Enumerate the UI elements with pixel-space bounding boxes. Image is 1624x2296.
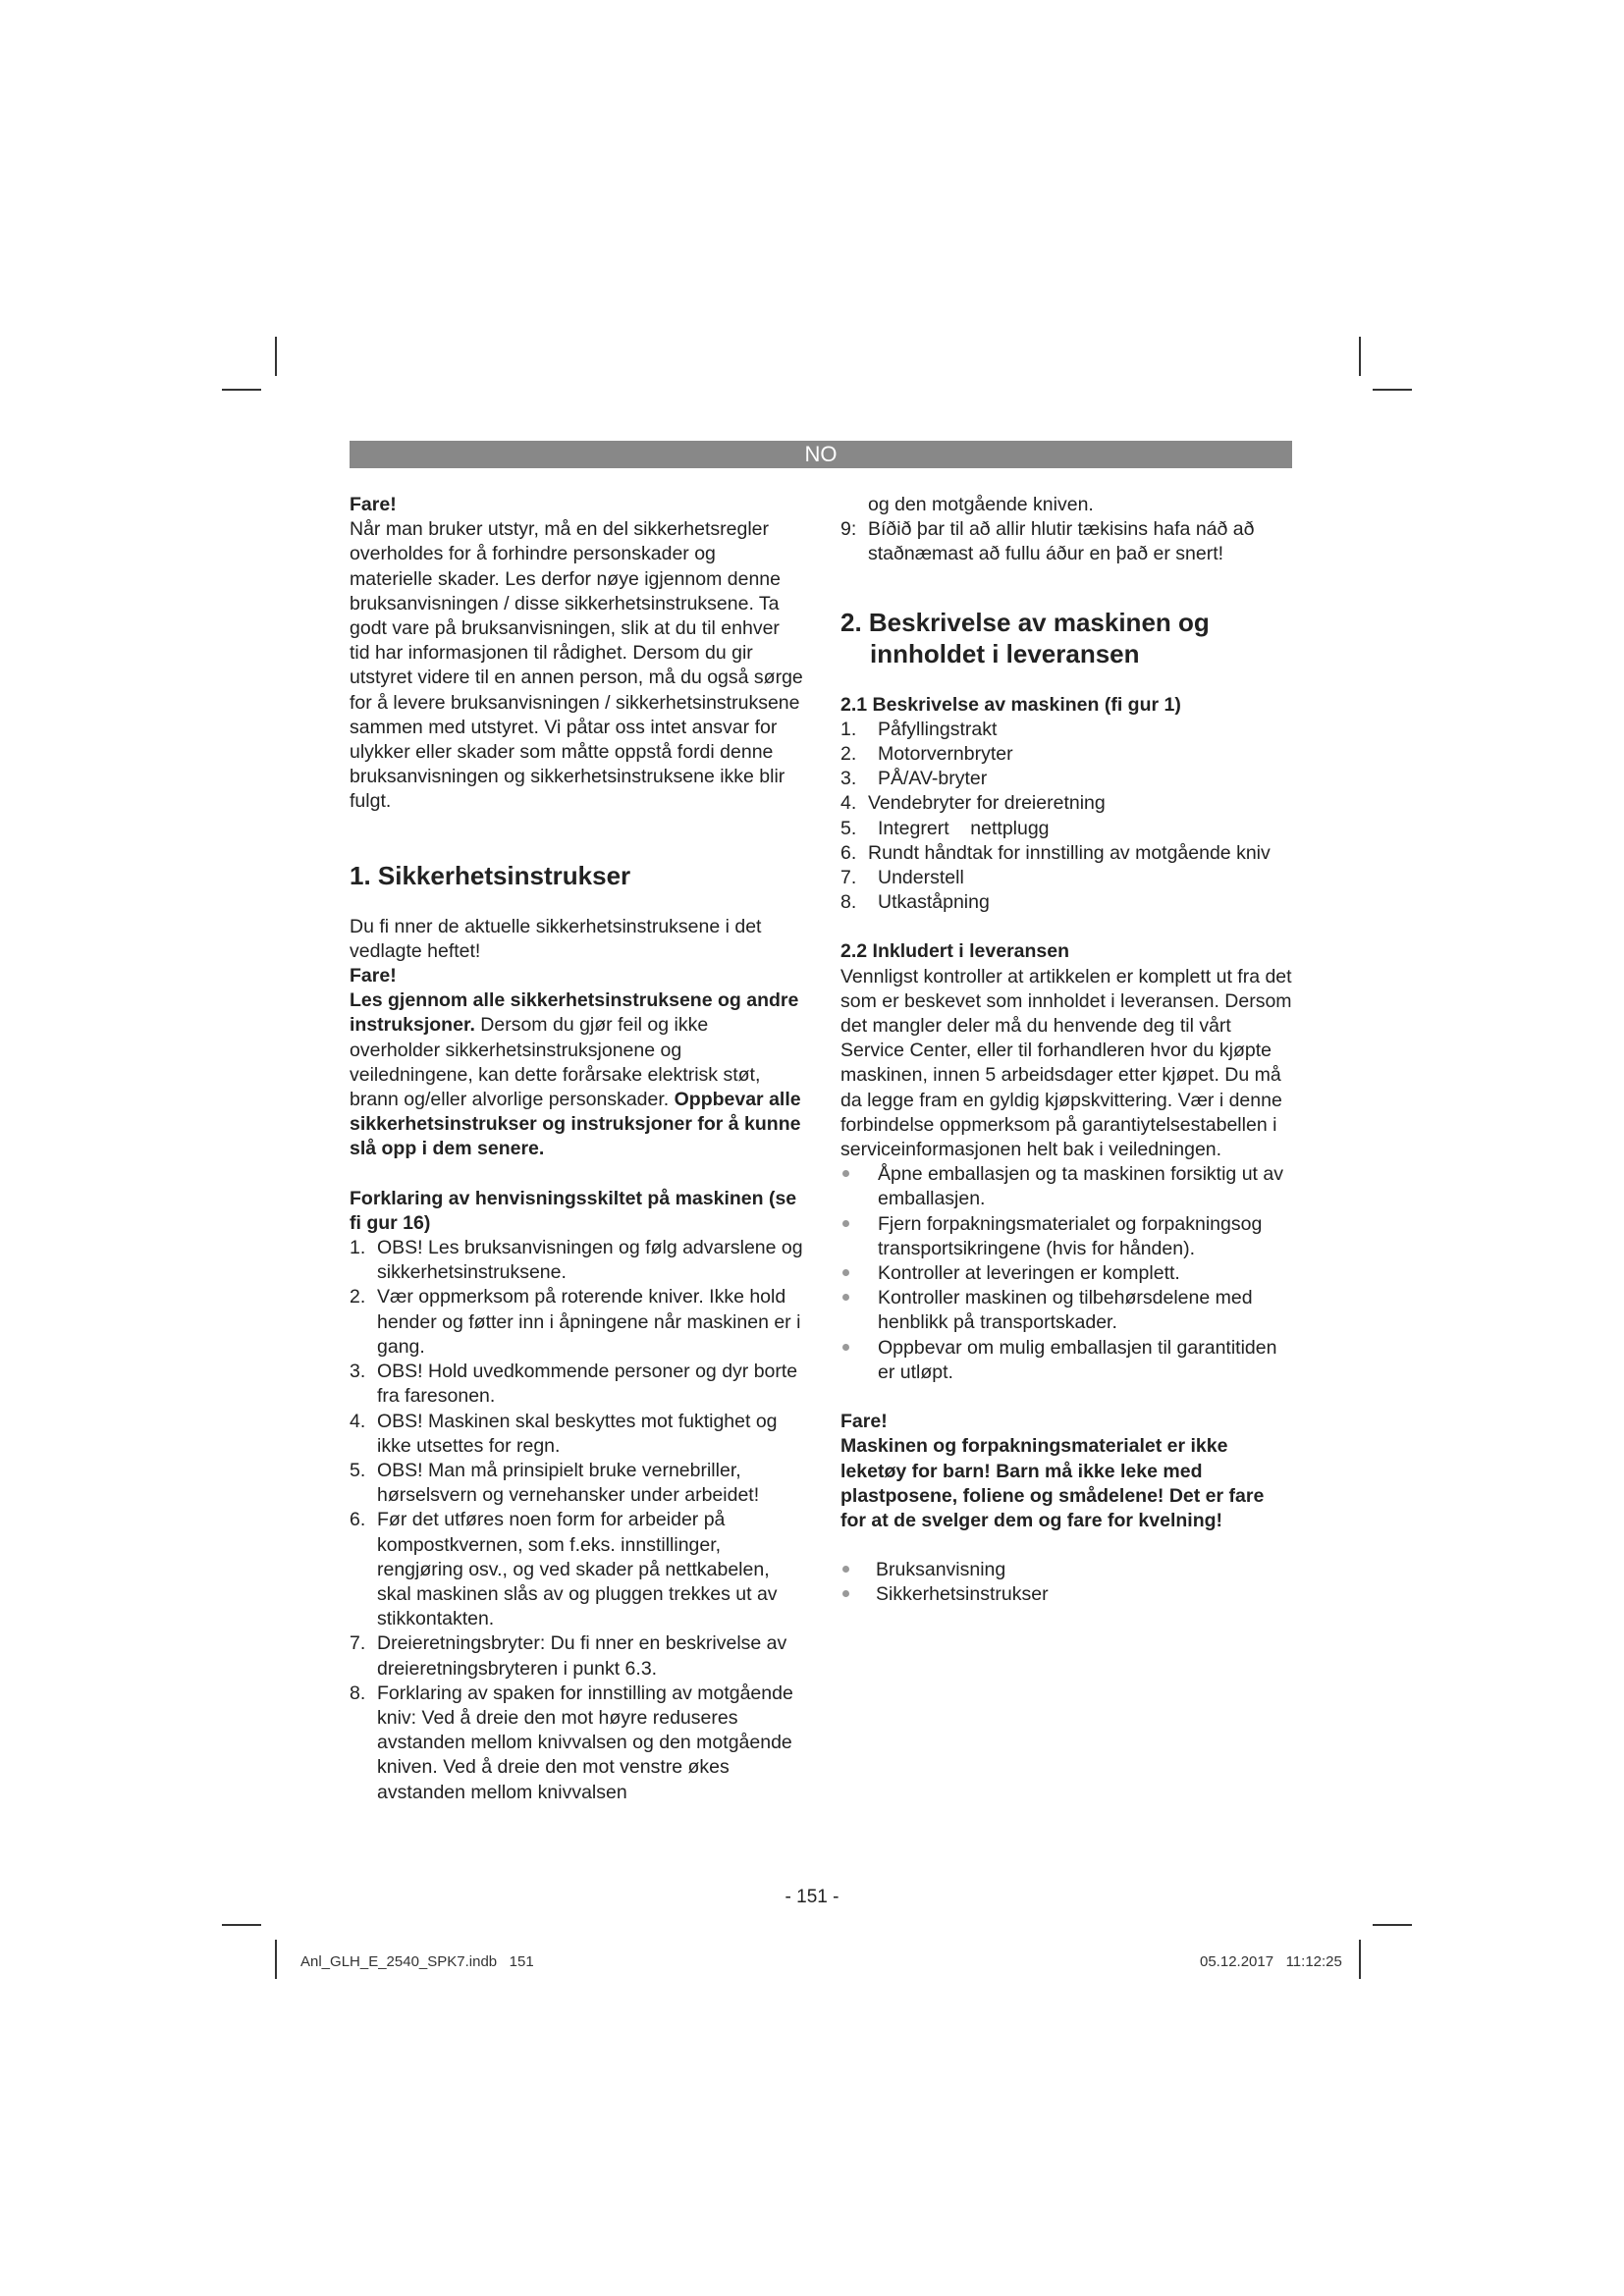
list-item: 4. Vendebryter for dreieretning [840,792,1106,815]
warning-paragraph [350,988,803,1161]
crop-mark [1359,337,1361,376]
footer-file: Anl_GLH_E_2540_SPK7.indb 151 [300,1953,534,1970]
list-item: 1. OBS! Les bruksanvisningen og følg advarslene og sikkerhetsinstruksene. [350,1237,803,1284]
sign9-list [840,517,1294,566]
list-item: Oppbevar om mulig emballasjen til garantitiden er utløpt. [840,1336,1294,1385]
language-band: NO [350,441,1292,468]
subsection-2-1-title: 2.1 Beskrivelse av maskinen (fi gur 1) [840,693,1181,716]
list-item: 1. Påfyllingstrakt [840,718,998,740]
page-number: - 151 - [785,1887,839,1907]
section2-title: 2. Beskrivelse av maskinen og innholdet i leveransen [840,607,1210,668]
warning2-text: Maskinen og forpakningsmaterialet er ikke leketøy for barn! Barn må ikke leke med plastposene, foliene og smådelene! Det er fare for at de svelger dem og fare for kvelning! [840,1435,1265,1531]
signs-list [350,1236,803,1805]
steps-list [840,1162,1294,1385]
sign8-continued: og den motgående kniven. [868,494,1094,515]
left-column [350,493,803,1805]
warning-bold-2: Oppbevar alle sikkerhetsinstrukser og instruksjoner for å kunne slå opp i dem senere. [350,1089,801,1160]
list-item: 7. Understell [840,867,964,889]
list-item: 8. Forklaring av spaken for innstilling av motgående kniv: Ved å dreie den mot høyre reduseres avstanden mellom knivvalsen og den motgående kniven. Ved å dreie den mot venstre økes avstanden mellom knivvalsen [350,1682,793,1803]
list-item: 3. OBS! Hold uvedkommende personer og dyr borte fra faresonen. [350,1361,798,1408]
parts-list [840,718,1294,916]
list-item: 5. OBS! Man må prinsipielt bruke vernebriller, hørselsvern og vernehansker under arbeidet! [350,1459,760,1507]
list-item: Kontroller at leveringen er komplett. [840,1261,1294,1286]
list-item: 6. Før det utføres noen form for arbeider på kompostkvernen, som f.eks. innstillinger, rengjøring osv., og ved skader på nettkabelen, skal maskinen slås av og pluggen trekkes ut av stikkontakten. [350,1509,778,1630]
list-item: 6. Rundt håndtak for innstilling av motgående kniv [840,841,1271,864]
warning-text: Dersom du gjør feil og ikke overholder sikkerhetsinstruksjonene og veiledningene, kan dette forårsake elektrisk støt, brann og/eller alvorlige personskader. [350,1014,761,1111]
warning-label: Fare! [350,965,397,988]
list-item: 4. OBS! Maskinen skal beskyttes mot fuktighet og ikke utsettes for regn. [350,1410,778,1457]
list-item: 2. Vær oppmerksom på roterende kniver. Ikke hold hender og føtter inn i åpningene når maskinen er i gang. [350,1286,801,1358]
list-item: Kontroller maskinen og tilbehørsdelene med henblikk på transportskader. [840,1286,1294,1335]
subsection-2-2-title: 2.2 Inkludert i leveransen [840,940,1070,963]
footer-datetime: 05.12.2017 11:12:25 [1200,1953,1342,1970]
list-item: 3. PÅ/AV-bryter [840,768,988,790]
intro-text: Når man bruker utstyr, må en del sikkerhetsregler overholdes for å forhindre personskader og materielle skader. Les derfor nøye igjennom denne bruksanvisningen / disse sikkerhetsinstruksene. Ta godt vare på bruksanvisningen, slik at du til enhver tid har informasjonen til rådighet. Dersom du gir utstyret videre til en annen person, må du også sørge for å levere bruksanvisningen / sikkerhetsinstruksene sammen med utstyret. Vi påtar oss intet ansvar for ulykker eller skader som måtte oppstå fordi denne bruksanvisningen og sikkerhetsinstruksene ikke blir fulgt. [350,518,803,813]
crop-mark [222,389,261,391]
section1-title: 1. Sikkerhetsinstrukser [350,860,631,890]
list-item: 2. Motorvernbryter [840,743,1013,766]
crop-mark [222,1924,261,1926]
contents-list [840,1558,1294,1607]
crop-mark [1359,1940,1361,1979]
section1-intro: Du fi nner de aktuelle sikkerhetsinstruksene i det vedlagte heftet! [350,915,762,962]
list-item: 9: Bíðið þar til að allir hlutir tækisins hafa náð að staðnæmast að fullu áður en það er snert! [840,518,1255,565]
crop-mark [1373,1924,1412,1926]
list-item: Sikkerhetsinstrukser [840,1582,1294,1607]
delivery-text: Vennligst kontroller at artikkelen er komplett ut fra det som er beskevet som innholdet i leveransen. Dersom det mangler deler må du henvende deg til vårt Service Center, eller til forhandleren hvor du kjøpte maskinen, innen 5 arbeidsdager etter kjøpet. Du må da legge fram en gyldig kjøpskvittering. Vær i denne forbindelse oppmerksom på garantiytelsestabellen i serviceinformasjonen helt bak i veiledningen. [840,965,1292,1161]
list-item: Bruksanvisning [840,1558,1294,1582]
crop-mark [275,337,277,376]
crop-mark [1373,389,1412,391]
warning-bold-1: Les gjennom alle sikkerhetsinstruksene og andre instruksjoner. [350,989,799,1037]
right-column [840,493,1294,1608]
list-item: 8. Utkaståpning [840,891,990,914]
warning2-label: Fare! [840,1411,888,1433]
crop-mark [275,1940,277,1979]
list-item: Åpne emballasjen og ta maskinen forsiktig ut av emballasjen. [840,1162,1294,1211]
intro-heading: Fare! [350,494,397,515]
list-item: Fjern forpakningsmaterialet og forpakningsog transportsikringene (hvis for hånden). [840,1212,1294,1261]
list-item: 7. Dreieretningsbryter: Du fi nner en beskrivelse av dreieretningsbryteren i punkt 6.3. [350,1632,787,1680]
signs-heading: Forklaring av henvisningsskiltet på maskinen (se fi gur 16) [350,1187,797,1234]
list-item: 5. Integrert nettplugg [840,817,1050,839]
